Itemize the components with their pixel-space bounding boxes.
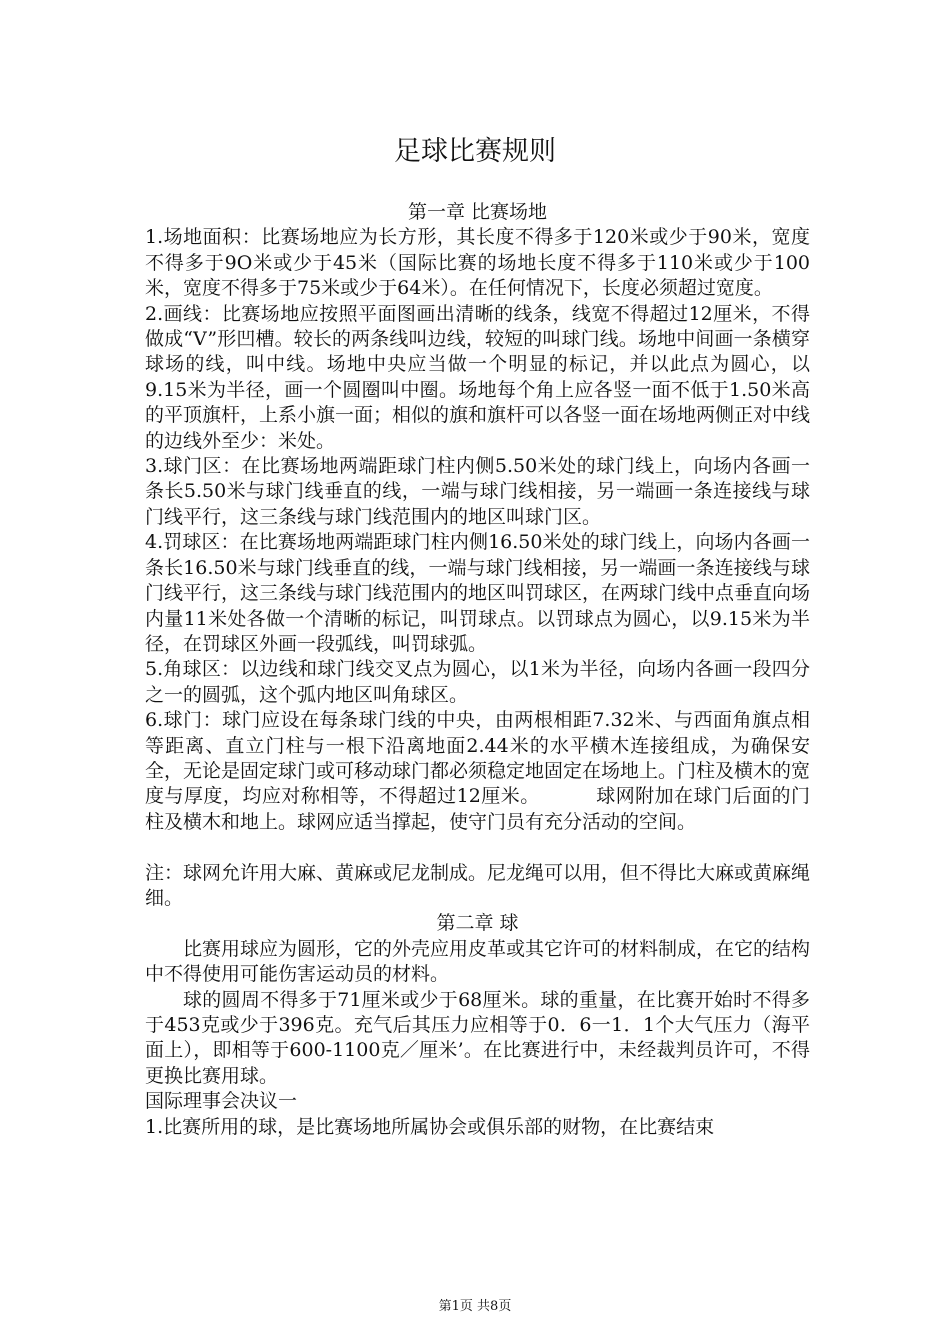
rule-item-penalty-area: 4.罚球区：在比赛场地两端距球门柱内侧16.50米处的球门线上，向场内各画一条长16.50米与球门线垂直的线，一端与球门线相接，另一端画一条连接线与球门线平行，这三条线与球门线范围内的地区叫罚球区，在两球门线中点垂直向场内量11米处各做一个清晰的标记，叫罚球点。以罚球点为圆心，以9.15米为半径，在罚球区外画一段弧线，叫罚球弧。 <box>145 531 811 655</box>
chapter-2-heading: 第二章 球 <box>436 912 519 935</box>
net-material-note: 注：球网允许用大麻、黄麻或尼龙制成。尼龙绳可以用，但不得比大麻或黄麻绳细。 <box>145 861 811 909</box>
ball-size-paragraph: 球的圆周不得多于71厘米或少于68厘米。球的重量，在比赛开始时不得多于453克或少于396克。充气后其压力应相等于0．6一1．1个大气压力（海平面上），即相等于600-1100克／厘米’。在比赛进行中，未经裁判员许可，不得更换比赛用球。 <box>145 988 810 1087</box>
rule-item-field-area: 1.场地面积：比赛场地应为长方形，其长度不得多于120米或少于90米，宽度不得多于9O米或少于45米（国际比赛的场地长度不得多于110米或少于100米，宽度不得多于75米或少于64米）。在任何情况下，长度必须超过宽度。 <box>145 226 810 300</box>
rule-item-goals <box>145 708 810 835</box>
chapter-1-heading: 第一章 比赛场地 <box>407 201 548 223</box>
rule-item-corner-area: 5.角球区：以边线和球门线交叉点为圆心，以1米为半径，向场内各画一段四分之一的圆弧，这个弧内地区叫角球区。 <box>145 658 810 706</box>
page-footer: 第1页 共8页 <box>438 1299 512 1314</box>
resolution-item: 1.比赛所用的球，是比赛场地所属协会或俱乐部的财物，在比赛结束 <box>145 1115 715 1138</box>
document-body <box>145 200 810 1140</box>
document-title: 足球比赛规则 <box>394 136 556 167</box>
resolution-heading: 国际理事会决议一 <box>145 1090 298 1113</box>
rule-item-markings: 2.画线：比赛场地应按照平面图画出清晰的线条，线宽不得超过12厘米，不得做成“V”形凹槽。较长的两条线叫边线，较短的叫球门线。场地中间画一条横穿球场的线，叫中线。场地中央应当做一个明显的标记，并以此点为圆心，以9.15米为半径，画一个圆圈叫中圈。场地每个角上应各竖一面不低于1.50米高的平顶旗杆，上系小旗一面；相似的旗和旗杆可以各竖一面在场地两侧正对中线的边线外至少：米处。 <box>145 302 811 452</box>
rule-item-goals-net-text: 球网附加在球门后面的门柱及横木和地上。球网应适当撑起，使守门员有充分活动的空间。 <box>145 785 810 833</box>
ball-material-paragraph: 比赛用球应为圆形，它的外壳应用皮革或其它许可的材料制成，在它的结构中不得使用可能伤害运动员的材料。 <box>145 937 811 986</box>
blank-line <box>145 835 810 860</box>
rule-item-goals-text: 6.球门：球门应设在每条球门线的中央，由两根相距7.32米、与西面角旗点相等距离、直立门柱与一根下沿离地面2.44米的水平横木连接组成，为确保安全，无论是固定球门或可移动球门都必须稳定地固定在场地上。门柱及横木的宽度与厚度，均应对称相等，不得超过12厘米。 <box>145 709 811 808</box>
rule-item-goal-area: 3.球门区：在比赛场地两端距球门柱内侧5.50米处的球门线上，向场内各画一条长5.50米与球门线垂直的线，一端与球门线相接，另一端画一条连接线与球门线平行，这三条线与球门线范围内的地区叫球门区。 <box>145 455 810 528</box>
